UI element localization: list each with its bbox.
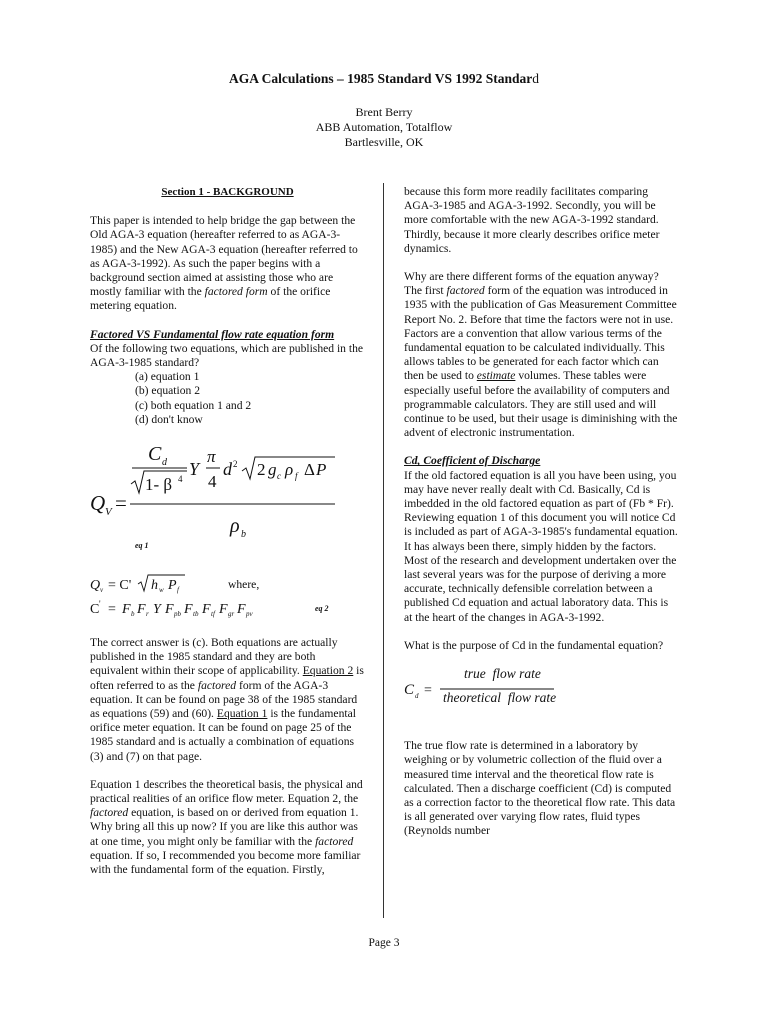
svg-text:Y: Y [189,459,200,480]
subsection-heading: Factored VS Fundamental flow rate equation form [90,327,335,341]
svg-text:F: F [184,602,193,618]
svg-text:b: b [241,529,246,541]
svg-text:Y: Y [153,602,161,618]
cd-paragraph: If the old factored equation is all you have been using, you may have never really dealt with Cd. Basically, Cd is imbedded in the old factored equation as part of (Fb * Fr). Reviewing equation 1 of this document you will notice Cd is included as part of AGA-3-1985's fundamental equation. It has always been there, simply hidden by the factors. Most of the research and development undertaken over the last several years was for the purpose of deriving a more accurate, technically defensible correlation between a published Cd equation and actual laboratory data. This is at the heart of the changes in AGA-3-1992. [404,468,678,624]
page-number: Page 3 [368,937,400,949]
svg-text:g: g [268,460,277,480]
svg-text:=: = [108,602,116,618]
option-a: (a) equation 1 [135,370,200,384]
svg-text:F: F [219,602,228,618]
svg-text:gr: gr [228,610,235,619]
svg-text:pb: pb [174,610,181,619]
equation-1-graphic [90,427,365,562]
author-block [0,105,768,150]
svg-text:ρ: ρ [285,460,294,480]
left-column [90,185,365,877]
svg-text:': ' [99,599,101,610]
intro-paragraph: This paper is intended to help bridge the gap between the Old AGA-3 equation (hereafter referred to as AGA-3-1985) and the New AGA-3 equation (hereafter referred to as AGA-3-1992). As such the paper begins with a background section aimed at assisting those who are mostly familiar with the factored form of the orifice metering equation. [90,214,358,313]
svg-text:h: h [151,578,158,594]
svg-text:F: F [237,602,246,618]
svg-text:c: c [277,471,281,482]
svg-text:C: C [404,682,415,699]
column-divider [383,183,384,918]
svg-text:v: v [100,586,104,595]
author-location: Bartlesville, OK [344,135,424,149]
equation-discussion-paragraph: Equation 1 describes the theoretical basis, the physical and practical realities of an orifice flow meter. Equation 2, the factored equation, is based on or derived from equation 1. Why bring all this up now? If you are like this author was at one time, you might only be familiar with the factored equation. If so, I recommended you become more familiar with the fundamental form of the equation. Firstly, [90,777,363,877]
option-c: (c) both equation 1 and 2 [135,398,252,412]
svg-text:V: V [105,506,112,519]
svg-text:F: F [165,602,174,618]
history-paragraph: Why are there different forms of the equation anyway? The first factored form of the equation was introduced in 1935 with the publication of Gas Measurement Committee Report No. 2. Before that time the factors were not in use. Factors are a convention that allow various terms of the fundamental equation to be calculated individually. This allows tables to be generated for each factor which can then be used to estimate volumes. These tables were especially useful before the availability of computers and programmable calculators. They are still used and will continue to be used, but their usage is diminishing with the advent of electronic instrumentation. [404,270,678,440]
author-company: ABB Automation, Totalflow [315,120,453,134]
answer-options [90,370,365,427]
equation-2-where: where, [228,578,260,592]
svg-text:f: f [177,586,179,595]
cd-equation [404,667,679,711]
svg-text:4: 4 [178,474,183,485]
svg-text:2: 2 [257,460,266,480]
svg-text:d: d [223,459,232,480]
svg-text:=: = [115,491,127,516]
svg-text:pv: pv [246,610,253,619]
answer-paragraph: The correct answer is (c). Both equations are actually published in the 1985 standard and they are both equivalent within their scope of applicability. Equation 2 is often referred to as the factored form of the AGA-3 equation. It can be found on page 38 of the 1985 standard as equations (59) and (60). Equation 1 is the fundamental orifice meter equation. It can be found on page 25 of the 1985 standard and is actually a combination of equations (3) and (7) on that page. [90,636,364,763]
svg-text:P: P [316,460,327,480]
equation-1 [90,427,365,562]
svg-text:P: P [168,578,177,594]
right-column [404,185,679,839]
svg-text:Q: Q [90,491,106,516]
lab-paragraph: The true flow rate is determined in a laboratory by weighing or by volumetric collection of the fluid over a measured time interval and the theoretical flow rate is calculated. Then a discharge coefficient (Cd) is computed as a correction factor to the theoretical flow rate. This data is all generated over varying flow rates, fluid types (Reynolds number [404,739,676,838]
svg-text:F: F [122,602,131,618]
svg-text:b: b [131,610,135,619]
svg-text:tf: tf [211,610,215,619]
option-b: (b) equation 2 [135,384,201,398]
cd-numerator: true flow rate [464,666,541,682]
svg-text:Δ: Δ [304,460,315,480]
svg-text:4: 4 [208,472,217,492]
svg-text:=: = [424,683,432,699]
svg-text:tb: tb [193,610,199,619]
svg-text:Q: Q [90,578,101,594]
svg-text:2: 2 [233,459,238,470]
svg-text:C: C [148,443,162,466]
equation-2-label: eq 2 [315,604,329,614]
svg-text:= C': = C' [108,578,132,594]
svg-text:1- β: 1- β [145,475,173,495]
section-heading: Section 1 - BACKGROUND [161,186,294,198]
document-title: AGA Calculations – 1985 Standard VS 1992 Standard [229,71,539,86]
option-d: (d) don't know [135,412,203,426]
equation-2 [90,562,365,622]
cd-subsection-heading: Cd, Coefficient of Discharge [404,454,541,468]
svg-text:w: w [159,586,164,595]
svg-text:r: r [146,610,149,619]
author-name: Brent Berry [355,105,413,119]
question-paragraph: Of the following two equations, which are published in the AGA-3-1985 standard? [90,341,364,370]
equation-1-label: eq 1 [135,541,149,551]
svg-text:d: d [162,457,167,469]
svg-text:C: C [90,602,100,618]
svg-text:π: π [207,447,216,467]
reasons-paragraph: because this form more readily facilitates comparing AGA-3-1985 and AGA-3-1992. Secondly, you will be more comfortable with the new AGA-3-1992 standard. Thirdly, because it more clearly describes orifice meter dynamics. [404,185,660,255]
svg-text:f: f [295,471,298,482]
svg-text:F: F [202,602,211,618]
svg-text:d: d [415,692,419,701]
cd-question: What is the purpose of Cd in the fundamental equation? [404,638,664,652]
svg-text:ρ: ρ [230,515,240,538]
svg-text:F: F [137,602,146,618]
cd-denominator: theoretical flow rate [443,690,557,706]
